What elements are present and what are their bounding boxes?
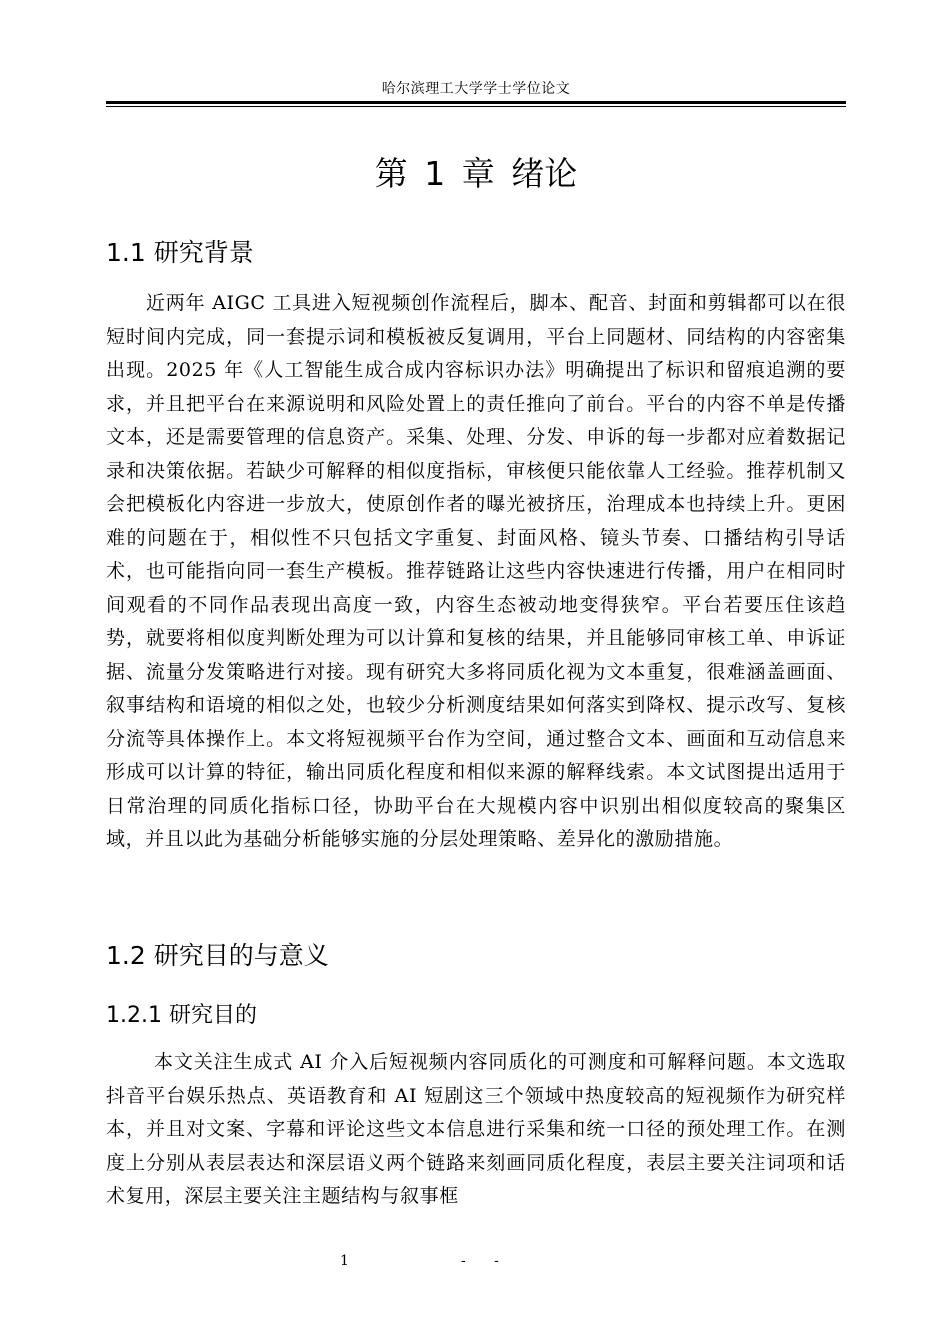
chapter-title: 第 1 章 绪论 (374, 154, 578, 193)
section-heading-1-1: 1.1 研究背景 (106, 238, 254, 267)
section-heading-1-2: 1.2 研究目的与意义 (106, 941, 329, 970)
section-1-1-paragraph: 近两年 AIGC 工具进入短视频创作流程后，脚本、配音、封面和剪辑都可以在很短时间内完成，同一套提示词和模板被反复调用，平台上同题材、同结构的内容密集出现。2025 年《人工智能生成合成内容标识办法》明确提出了标识和留痕追溯的要求，并且把平台在来源说明和风险处置上的责任推向了前台。平台的内容不单是传播文本，还是需要管理的信息资产。采集、处理、分发、申诉的每一步都对应着数据记录和决策依据。若缺少可解释的相似度指标，审核便只能依靠人工经验。推荐机制又会把模板化内容进一步放大，使原创作者的曝光被挤压，治理成本也持续上升。更困难的问题在于，相似性不只包括文字重复、封面风格、镜头节奏、口播结构引导话术，也可能指向同一套生产模板。推荐链路让这些内容快速进行传播，用户在相同时间观看的不同作品表现出高度一致，内容生态被动地变得狭窄。平台若要压住该趋势，就要将相似度判断处理为可以计算和复核的结果，并且能够同审核工单、申诉证据、流量分发策略进行对接。现有研究大多将同质化视为文本重复，很难涵盖画面、叙事结构和语境的相似之处，也较少分析测度结果如何落实到降权、提示改写、复核分流等具体操作上。本文将短视频平台作为空间，通过整合文本、画面和互动信息来形成可以计算的特征，输出同质化程度和相似来源的解释线索。本文试图提出适用于日常治理的同质化指标口径，协助平台在大规模内容中识别出相似度较高的聚集区域，并且以此为基础分析能够实施的分层处理策略、差异化的激励措施。 (106, 292, 846, 850)
subsection-heading-1-2-1: 1.2.1 研究目的 (106, 1003, 257, 1028)
footer-marks: - - (461, 1253, 511, 1269)
page-number: 1 (340, 1253, 349, 1269)
subsection-1-2-1-paragraph: 本文关注生成式 AI 介入后短视频内容同质化的可测度和可解释问题。本文选取抖音平台娱乐热点、英语教育和 AI 短剧这三个领域中热度较高的短视频作为研究样本，并且对文案、字幕和评论这些文本信息进行采集和统一口径的预处理工作。在测度上分别从表层表达和深层语义两个链路来刻画同质化程度，表层主要关注词项和话术复用，深层主要关注主题结构与叙事框 (106, 1051, 846, 1207)
running-header: 哈尔滨理工大学学士学位论文 (381, 81, 571, 97)
header-double-rule (106, 101, 846, 107)
